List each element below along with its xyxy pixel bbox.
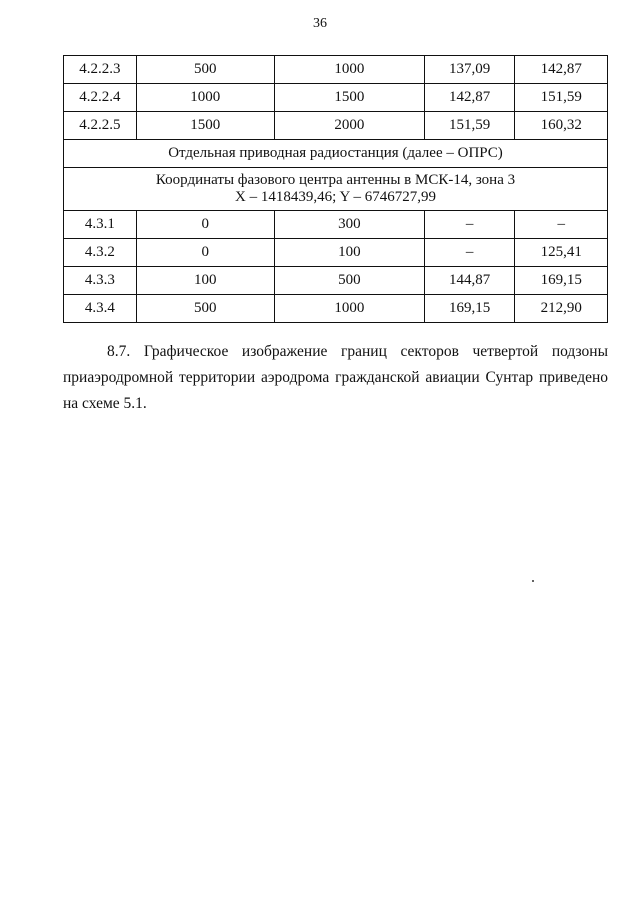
table-cell: 142,87 — [515, 56, 608, 84]
table-cell: 4.2.2.4 — [64, 84, 137, 112]
table-cell: – — [424, 211, 515, 239]
table-cell: 1500 — [136, 112, 274, 140]
section-heading: Отдельная приводная радиостанция (далее – ОПРС) — [64, 140, 608, 168]
table-row — [64, 84, 608, 112]
table-cell: 169,15 — [424, 295, 515, 323]
body-paragraph: 8.7. Графическое изображение границ секторов четвертой подзоны приаэродромной территории аэродрома гражданской авиации Сунтар приведено на схеме 5.1. — [63, 343, 608, 412]
table-cell: 151,59 — [515, 84, 608, 112]
table-cell: 500 — [136, 56, 274, 84]
table-cell: 300 — [274, 211, 424, 239]
table-cell: 137,09 — [424, 56, 515, 84]
table-cell: 151,59 — [424, 112, 515, 140]
table-cell: 4.3.4 — [64, 295, 137, 323]
sector-table — [63, 55, 608, 323]
table-cell: 4.3.3 — [64, 267, 137, 295]
table-cell: – — [424, 239, 515, 267]
table-cell: 500 — [136, 295, 274, 323]
table-cell: 1000 — [136, 84, 274, 112]
table-row — [64, 112, 608, 140]
coordinates-cell — [64, 168, 608, 211]
table-row — [64, 211, 608, 239]
table-cell: 500 — [274, 267, 424, 295]
table-cell: 100 — [274, 239, 424, 267]
table-cell: 100 — [136, 267, 274, 295]
table-row — [64, 267, 608, 295]
section-heading-row — [64, 140, 608, 168]
table-cell: 4.2.2.3 — [64, 56, 137, 84]
scan-speck — [532, 580, 534, 582]
table-cell: 0 — [136, 239, 274, 267]
table-row — [64, 295, 608, 323]
page-number: 36 — [313, 16, 327, 31]
coordinates-line-2: X – 1418439,46; Y – 6746727,99 — [235, 189, 436, 205]
table-cell: 169,15 — [515, 267, 608, 295]
table-row — [64, 56, 608, 84]
table-cell: 144,87 — [424, 267, 515, 295]
table-cell: – — [515, 211, 608, 239]
table-cell: 1500 — [274, 84, 424, 112]
table-cell: 125,41 — [515, 239, 608, 267]
table-cell: 212,90 — [515, 295, 608, 323]
table-cell: 4.3.2 — [64, 239, 137, 267]
table-cell: 4.3.1 — [64, 211, 137, 239]
table-cell: 1000 — [274, 295, 424, 323]
table-cell: 160,32 — [515, 112, 608, 140]
table-cell: 0 — [136, 211, 274, 239]
table-cell: 4.2.2.5 — [64, 112, 137, 140]
table-cell: 142,87 — [424, 84, 515, 112]
coordinates-line-1: Координаты фазового центра антенны в МСК-14, зона 3 — [155, 172, 516, 188]
coordinates-row — [64, 168, 608, 211]
table-cell: 1000 — [274, 56, 424, 84]
table-row — [64, 239, 608, 267]
table-cell: 2000 — [274, 112, 424, 140]
